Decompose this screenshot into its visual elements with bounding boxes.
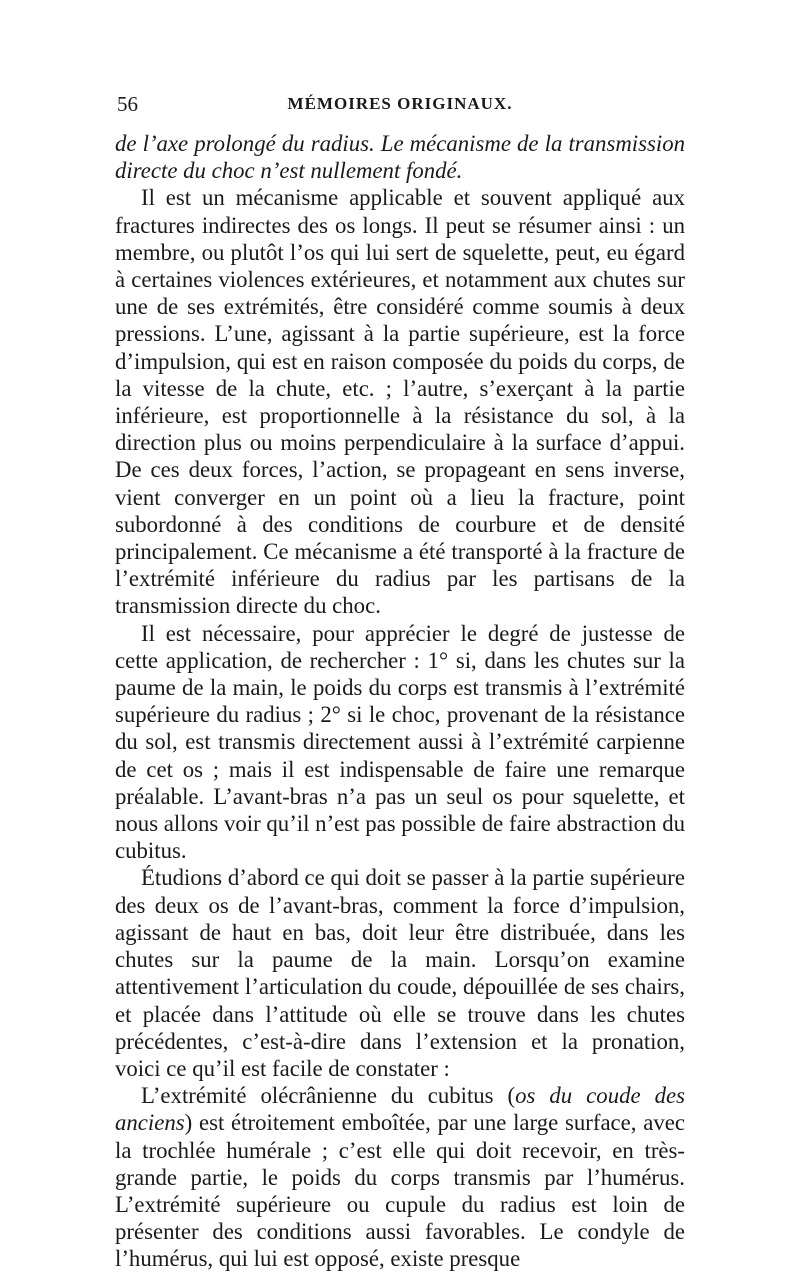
page-header	[115, 92, 685, 122]
running-head: MÉMOIRES ORIGINAUX.	[287, 94, 513, 113]
body-text	[115, 130, 685, 1273]
paragraph-2: Il est un mécanisme applicable et souvent appliqué aux fractures indirectes des os longs. Il peut se résumer ainsi : un membre, ou plutôt l’os qui lui sert de squelette, peut, eu égard à certaines violences extérieures, et notamment aux chutes sur une de ses extrémités, être considéré comme soumis à deux pressions. L’une, agissant à la partie supérieure, est la force d’impulsion, qui est en raison composée du poids du corps, de la vitesse de la chute, etc. ; l’autre, s’exerçant à la partie inférieure, est proportionnelle à la résistance du sol, à la direction plus ou moins perpendiculaire à la surface d’appui. De ces deux forces, l’action, se propageant en sens inverse, vient converger en un point où a lieu la fracture, point subordonné à des conditions de courbure et de densité principalement. Ce mécanisme a été transporté à la fracture de l’extrémité inférieure du radius par les partisans de la transmission directe du choc.	[115, 185, 685, 619]
page-number: 56	[117, 92, 138, 116]
paragraph-5	[115, 1082, 685, 1272]
paragraph-4: Étudions d’abord ce qui doit se passer à la partie supérieure des deux os de l’avant-bras, comment la force d’impulsion, agissant de haut en bas, doit leur être distribuée, dans les chutes sur la paume de la main. Lorsqu’on examine attentivement l’articulation du coude, dépouillée de ses chairs, et placée dans l’attitude où elle se trouve dans les chutes précédentes, c’est-à-dire dans l’extension et la pronation, voici ce qu’il est facile de constater :	[115, 865, 685, 1081]
paragraph-1-italic-text: de l’axe prolongé du radius. Le mécanisme de la transmission directe du choc n’est nullement fondé.	[115, 131, 685, 184]
paragraph-5-text-end: ) est étroitement emboîtée, par une large surface, avec la trochlée humérale ; c’est elle qui doit recevoir, en très-grande partie, le poids du corps transmis par l’humérus. L’extrémité supérieure ou cupule du radius est loin de présenter des conditions aussi favorables. Le condyle de l’humérus, qui lui est opposé, existe presque	[115, 1110, 685, 1272]
paragraph-5-italic-text: os du coude des anciens	[115, 1083, 685, 1136]
paragraph-3: Il est nécessaire, pour apprécier le degré de justesse de cette application, de rechercher : 1° si, dans les chutes sur la paume de la main, le poids du corps est transmis à l’extrémité supérieure du radius ; 2° si le choc, provenant de la résistance du sol, est transmis directement aussi à l’extrémité carpienne de cet os ; mais il est indispensable de faire une remarque préalable. L’avant-bras n’a pas un seul os pour squelette, et nous allons voir qu’il n’est pas possible de faire abstraction du cubitus.	[115, 620, 685, 864]
paragraph-1	[115, 130, 685, 184]
paragraph-5-text-start: L’extrémité olécrânienne du cubitus (	[141, 1083, 516, 1109]
